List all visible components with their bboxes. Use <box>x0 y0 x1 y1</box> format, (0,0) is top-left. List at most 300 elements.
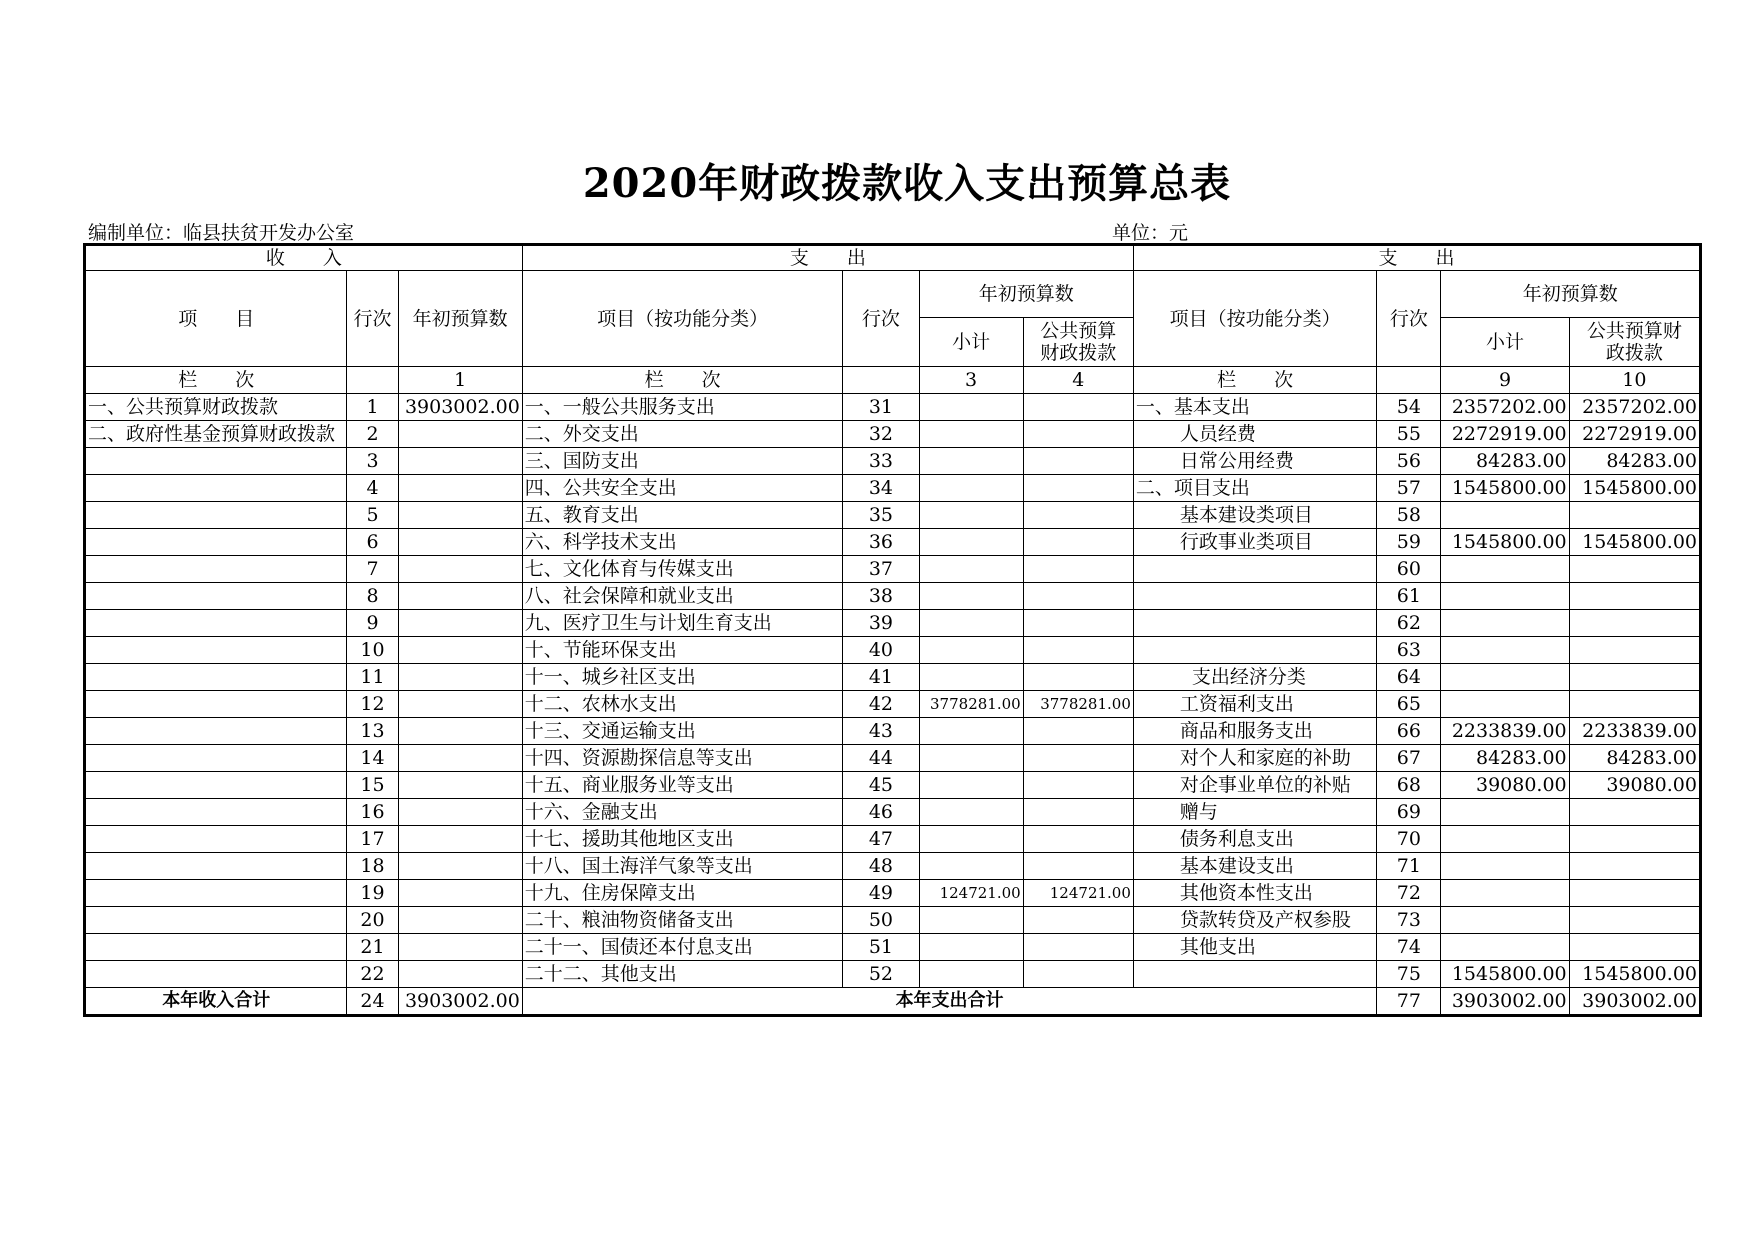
table-row <box>85 961 1701 988</box>
column-index-4: 4 <box>1023 367 1133 394</box>
economic-subtotal-cell: 39080.00 <box>1441 772 1569 799</box>
expense-public-cell <box>1023 421 1133 448</box>
income-row-no-cell: 21 <box>347 934 398 961</box>
economic-row-no-cell: 58 <box>1377 502 1441 529</box>
income-item-cell <box>85 448 347 475</box>
expense-func-item-cell: 十六、金融支出 <box>522 799 843 826</box>
income-row-no-cell: 19 <box>347 880 398 907</box>
economic-public-cell <box>1569 907 1700 934</box>
column-index-10: 10 <box>1569 367 1700 394</box>
income-item-cell: 二、政府性基金预算财政拨款 <box>85 421 347 448</box>
income-budget-cell <box>398 907 522 934</box>
expense-row-no-cell: 33 <box>843 448 919 475</box>
expense-row-no-cell: 34 <box>843 475 919 502</box>
economic-subtotal-cell <box>1441 583 1569 610</box>
income-budget-cell <box>398 637 522 664</box>
expense-total-label: 本年支出合计 <box>522 988 1377 1016</box>
economic-subtotal-cell <box>1441 691 1569 718</box>
expense-public-cell <box>1023 556 1133 583</box>
economic-public-cell: 84283.00 <box>1569 448 1700 475</box>
economic-item-cell: 贷款转贷及产权参股 <box>1133 907 1376 934</box>
expense-row-no-cell: 38 <box>843 583 919 610</box>
economic-row-no-cell: 57 <box>1377 475 1441 502</box>
income-budget-cell <box>398 826 522 853</box>
col-header-row-no-2: 行次 <box>843 271 919 367</box>
economic-row-no-cell: 63 <box>1377 637 1441 664</box>
expense-total-subtotal: 3903002.00 <box>1441 988 1569 1016</box>
expense-row-no-cell: 49 <box>843 880 919 907</box>
expense-subtotal-cell <box>919 799 1023 826</box>
income-budget-cell <box>398 583 522 610</box>
expense-public-cell <box>1023 583 1133 610</box>
expense-func-item-cell: 四、公共安全支出 <box>522 475 843 502</box>
expense-subtotal-cell <box>919 934 1023 961</box>
expense-subtotal-cell <box>919 718 1023 745</box>
table-row <box>85 907 1701 934</box>
expense-row-no-cell: 37 <box>843 556 919 583</box>
economic-row-no-cell: 61 <box>1377 583 1441 610</box>
table-row <box>85 718 1701 745</box>
table-row <box>85 745 1701 772</box>
expense-group-header: 支 出 <box>522 245 1133 271</box>
table-row <box>85 583 1701 610</box>
income-row-no-cell: 10 <box>347 637 398 664</box>
expense-public-cell <box>1023 664 1133 691</box>
column-index-empty <box>1377 367 1441 394</box>
economic-public-cell <box>1569 880 1700 907</box>
column-index-9: 9 <box>1441 367 1569 394</box>
economic-item-cell <box>1133 961 1376 988</box>
expense-public-cell <box>1023 826 1133 853</box>
expense-row-no-cell: 40 <box>843 637 919 664</box>
expense-func-item-cell: 十四、资源勘探信息等支出 <box>522 745 843 772</box>
income-row-no-cell: 11 <box>347 664 398 691</box>
economic-row-no-cell: 59 <box>1377 529 1441 556</box>
income-budget-cell <box>398 718 522 745</box>
income-row-no-cell: 3 <box>347 448 398 475</box>
economic-subtotal-cell: 1545800.00 <box>1441 475 1569 502</box>
expense-row-no-cell: 46 <box>843 799 919 826</box>
expense-func-item-cell: 七、文化体育与传媒支出 <box>522 556 843 583</box>
economic-public-cell: 1545800.00 <box>1569 475 1700 502</box>
expense-func-item-cell: 九、医疗卫生与计划生育支出 <box>522 610 843 637</box>
economic-public-cell <box>1569 556 1700 583</box>
table-row <box>85 421 1701 448</box>
economic-subtotal-cell <box>1441 907 1569 934</box>
expense-subtotal-cell <box>919 502 1023 529</box>
expense-public-cell: 3778281.00 <box>1023 691 1133 718</box>
economic-subtotal-cell <box>1441 826 1569 853</box>
income-item-cell <box>85 583 347 610</box>
income-row-no-cell: 7 <box>347 556 398 583</box>
economic-public-cell: 2233839.00 <box>1569 718 1700 745</box>
expense-row-no-cell: 45 <box>843 772 919 799</box>
expense-subtotal-cell: 124721.00 <box>919 880 1023 907</box>
income-item-cell <box>85 637 347 664</box>
col-header-func-item: 项目（按功能分类） <box>522 271 843 367</box>
expense-subtotal-cell <box>919 421 1023 448</box>
expense-func-item-cell: 十九、住房保障支出 <box>522 880 843 907</box>
expense-subtotal-cell <box>919 475 1023 502</box>
economic-row-no-cell: 65 <box>1377 691 1441 718</box>
column-index-3: 3 <box>919 367 1023 394</box>
economic-item-cell: 一、基本支出 <box>1133 394 1376 421</box>
table-row <box>85 529 1701 556</box>
economic-item-cell <box>1133 610 1376 637</box>
economic-subtotal-cell <box>1441 610 1569 637</box>
expense-func-item-cell: 十五、商业服务业等支出 <box>522 772 843 799</box>
income-row-no-cell: 18 <box>347 853 398 880</box>
economic-row-no-cell: 70 <box>1377 826 1441 853</box>
economic-row-no-cell: 62 <box>1377 610 1441 637</box>
economic-row-no-cell: 54 <box>1377 394 1441 421</box>
income-item-cell <box>85 934 347 961</box>
economic-row-no-cell: 68 <box>1377 772 1441 799</box>
expense-func-item-cell: 二、外交支出 <box>522 421 843 448</box>
economic-subtotal-cell <box>1441 853 1569 880</box>
expense-func-item-cell: 八、社会保障和就业支出 <box>522 583 843 610</box>
expense-func-item-cell: 十三、交通运输支出 <box>522 718 843 745</box>
income-total-label: 本年收入合计 <box>85 988 347 1016</box>
economic-row-no-cell: 66 <box>1377 718 1441 745</box>
income-item-cell <box>85 880 347 907</box>
expense-subtotal-cell <box>919 961 1023 988</box>
economic-row-no-cell: 69 <box>1377 799 1441 826</box>
economic-subtotal-cell: 84283.00 <box>1441 745 1569 772</box>
income-item-cell <box>85 772 347 799</box>
economic-row-no-cell: 72 <box>1377 880 1441 907</box>
expense-total-row-no: 77 <box>1377 988 1441 1016</box>
income-budget-cell <box>398 610 522 637</box>
expense-func-item-cell: 三、国防支出 <box>522 448 843 475</box>
income-budget-cell <box>398 664 522 691</box>
table-row <box>85 556 1701 583</box>
expense-row-no-cell: 44 <box>843 745 919 772</box>
economic-public-cell <box>1569 583 1700 610</box>
income-item-cell <box>85 475 347 502</box>
income-row-no-cell: 9 <box>347 610 398 637</box>
income-row-no-cell: 2 <box>347 421 398 448</box>
economic-subtotal-cell: 2272919.00 <box>1441 421 1569 448</box>
expense-public-cell <box>1023 475 1133 502</box>
expense-public-cell <box>1023 934 1133 961</box>
income-budget-cell <box>398 745 522 772</box>
economic-row-no-cell: 67 <box>1377 745 1441 772</box>
economic-subtotal-cell <box>1441 502 1569 529</box>
income-row-no-cell: 5 <box>347 502 398 529</box>
income-budget-cell <box>398 691 522 718</box>
expense-public-cell <box>1023 529 1133 556</box>
economic-item-cell: 商品和服务支出 <box>1133 718 1376 745</box>
expense-func-item-cell: 一、一般公共服务支出 <box>522 394 843 421</box>
economic-item-cell: 对企事业单位的补贴 <box>1133 772 1376 799</box>
economic-subtotal-cell <box>1441 880 1569 907</box>
col-header-row-no: 行次 <box>347 271 398 367</box>
economic-public-cell <box>1569 934 1700 961</box>
economic-item-cell: 二、项目支出 <box>1133 475 1376 502</box>
expense-subtotal-cell <box>919 610 1023 637</box>
table-row <box>85 934 1701 961</box>
income-budget-cell <box>398 799 522 826</box>
economic-public-cell <box>1569 691 1700 718</box>
income-row-no-cell: 6 <box>347 529 398 556</box>
expense-group-header-2: 支 出 <box>1133 245 1700 271</box>
economic-row-no-cell: 56 <box>1377 448 1441 475</box>
expense-row-no-cell: 36 <box>843 529 919 556</box>
economic-item-cell: 日常公用经费 <box>1133 448 1376 475</box>
expense-row-no-cell: 51 <box>843 934 919 961</box>
economic-public-cell: 2272919.00 <box>1569 421 1700 448</box>
income-item-cell <box>85 745 347 772</box>
income-budget-cell <box>398 529 522 556</box>
economic-item-cell: 其他资本性支出 <box>1133 880 1376 907</box>
income-budget-cell <box>398 853 522 880</box>
economic-public-cell <box>1569 826 1700 853</box>
expense-func-item-cell: 十、节能环保支出 <box>522 637 843 664</box>
economic-public-cell <box>1569 610 1700 637</box>
expense-subtotal-cell <box>919 907 1023 934</box>
economic-item-cell <box>1133 556 1376 583</box>
expense-row-no-cell: 32 <box>843 421 919 448</box>
economic-item-cell <box>1133 583 1376 610</box>
col-header-row-no-3: 行次 <box>1377 271 1441 367</box>
col-header-subtotal: 小计 <box>919 318 1023 367</box>
economic-item-cell: 赠与 <box>1133 799 1376 826</box>
table-row <box>85 691 1701 718</box>
table-row <box>85 610 1701 637</box>
economic-row-no-cell: 55 <box>1377 421 1441 448</box>
income-budget-cell <box>398 421 522 448</box>
income-row-no-cell: 12 <box>347 691 398 718</box>
expense-subtotal-cell <box>919 583 1023 610</box>
income-item-cell <box>85 529 347 556</box>
economic-item-cell: 基本建设类项目 <box>1133 502 1376 529</box>
income-item-cell <box>85 610 347 637</box>
economic-public-cell: 1545800.00 <box>1569 961 1700 988</box>
expense-public-cell: 124721.00 <box>1023 880 1133 907</box>
income-budget-cell <box>398 772 522 799</box>
economic-row-no-cell: 75 <box>1377 961 1441 988</box>
economic-row-no-cell: 64 <box>1377 664 1441 691</box>
expense-public-cell <box>1023 718 1133 745</box>
economic-subtotal-cell: 2233839.00 <box>1441 718 1569 745</box>
income-row-no-cell: 8 <box>347 583 398 610</box>
expense-row-no-cell: 50 <box>843 907 919 934</box>
expense-subtotal-cell <box>919 556 1023 583</box>
expense-row-no-cell: 48 <box>843 853 919 880</box>
table-row <box>85 853 1701 880</box>
currency-unit: 单位：元 <box>1112 222 1189 244</box>
column-index-label-3: 栏 次 <box>1133 367 1376 394</box>
expense-row-no-cell: 41 <box>843 664 919 691</box>
income-item-cell <box>85 907 347 934</box>
income-row-no-cell: 15 <box>347 772 398 799</box>
income-budget-cell <box>398 880 522 907</box>
income-row-no-cell: 20 <box>347 907 398 934</box>
income-budget-cell: 3903002.00 <box>398 394 522 421</box>
expense-public-cell <box>1023 637 1133 664</box>
expense-row-no-cell: 52 <box>843 961 919 988</box>
economic-item-cell: 工资福利支出 <box>1133 691 1376 718</box>
expense-public-cell <box>1023 610 1133 637</box>
expense-public-cell <box>1023 907 1133 934</box>
economic-public-cell <box>1569 853 1700 880</box>
income-row-no-cell: 16 <box>347 799 398 826</box>
economic-row-no-cell: 60 <box>1377 556 1441 583</box>
col-header-budget: 年初预算数 <box>398 271 522 367</box>
economic-item-cell: 其他支出 <box>1133 934 1376 961</box>
page-title: 2020年财政拨款收入支出预算总表 <box>582 160 1232 207</box>
expense-public-cell <box>1023 772 1133 799</box>
income-row-no-cell: 1 <box>347 394 398 421</box>
expense-func-item-cell: 十八、国土海洋气象等支出 <box>522 853 843 880</box>
economic-public-cell <box>1569 637 1700 664</box>
expense-public-cell <box>1023 448 1133 475</box>
income-item-cell <box>85 691 347 718</box>
expense-func-item-cell: 五、教育支出 <box>522 502 843 529</box>
budget-summary-table <box>83 243 1702 1017</box>
expense-func-item-cell: 二十一、国债还本付息支出 <box>522 934 843 961</box>
economic-item-cell: 人员经费 <box>1133 421 1376 448</box>
economic-public-cell: 39080.00 <box>1569 772 1700 799</box>
column-index-empty <box>843 367 919 394</box>
economic-subtotal-cell <box>1441 799 1569 826</box>
table-row <box>85 826 1701 853</box>
expense-row-no-cell: 35 <box>843 502 919 529</box>
column-index-empty <box>347 367 398 394</box>
economic-public-cell <box>1569 799 1700 826</box>
expense-subtotal-cell <box>919 772 1023 799</box>
income-item-cell <box>85 961 347 988</box>
expense-public-cell <box>1023 961 1133 988</box>
expense-subtotal-cell: 3778281.00 <box>919 691 1023 718</box>
income-item-cell: 一、公共预算财政拨款 <box>85 394 347 421</box>
column-index-label: 栏 次 <box>85 367 347 394</box>
expense-subtotal-cell <box>919 853 1023 880</box>
economic-subtotal-cell <box>1441 664 1569 691</box>
income-budget-cell <box>398 556 522 583</box>
income-budget-cell <box>398 475 522 502</box>
income-row-no-cell: 13 <box>347 718 398 745</box>
economic-subtotal-cell: 84283.00 <box>1441 448 1569 475</box>
economic-public-cell: 84283.00 <box>1569 745 1700 772</box>
table-row <box>85 772 1701 799</box>
economic-subtotal-cell <box>1441 637 1569 664</box>
expense-row-no-cell: 39 <box>843 610 919 637</box>
expense-subtotal-cell <box>919 394 1023 421</box>
economic-subtotal-cell <box>1441 934 1569 961</box>
income-item-cell <box>85 664 347 691</box>
income-total-row-no: 24 <box>347 988 398 1016</box>
economic-subtotal-cell: 1545800.00 <box>1441 961 1569 988</box>
expense-public-cell <box>1023 853 1133 880</box>
col-header-public-budget-2: 公共预算财政拨款 <box>1569 318 1700 367</box>
column-index-label-2: 栏 次 <box>522 367 843 394</box>
income-row-no-cell: 4 <box>347 475 398 502</box>
income-item-cell <box>85 799 347 826</box>
col-header-item: 项 目 <box>85 271 347 367</box>
expense-func-item-cell: 二十二、其他支出 <box>522 961 843 988</box>
expense-subtotal-cell <box>919 448 1023 475</box>
expense-func-item-cell: 六、科学技术支出 <box>522 529 843 556</box>
expense-row-no-cell: 42 <box>843 691 919 718</box>
table-row <box>85 448 1701 475</box>
economic-public-cell: 1545800.00 <box>1569 529 1700 556</box>
economic-public-cell <box>1569 664 1700 691</box>
economic-subtotal-cell: 1545800.00 <box>1441 529 1569 556</box>
economic-item-cell: 基本建设支出 <box>1133 853 1376 880</box>
economic-item-cell: 行政事业类项目 <box>1133 529 1376 556</box>
expense-subtotal-cell <box>919 637 1023 664</box>
expense-func-item-cell: 十二、农林水支出 <box>522 691 843 718</box>
expense-subtotal-cell <box>919 745 1023 772</box>
income-item-cell <box>85 718 347 745</box>
col-header-budget-group: 年初预算数 <box>919 271 1133 318</box>
income-item-cell <box>85 556 347 583</box>
economic-public-cell <box>1569 502 1700 529</box>
table-row <box>85 799 1701 826</box>
col-header-subtotal-2: 小计 <box>1441 318 1569 367</box>
income-budget-cell <box>398 502 522 529</box>
economic-item-cell <box>1133 637 1376 664</box>
table-row <box>85 394 1701 421</box>
table-row <box>85 664 1701 691</box>
expense-subtotal-cell <box>919 664 1023 691</box>
economic-subtotal-cell: 2357202.00 <box>1441 394 1569 421</box>
expense-func-item-cell: 二十、粮油物资储备支出 <box>522 907 843 934</box>
expense-public-cell <box>1023 745 1133 772</box>
expense-public-cell <box>1023 799 1133 826</box>
income-row-no-cell: 22 <box>347 961 398 988</box>
compiling-unit: 编制单位：临县扶贫开发办公室 <box>88 222 355 244</box>
economic-item-cell: 支出经济分类 <box>1133 664 1376 691</box>
economic-item-cell: 对个人和家庭的补助 <box>1133 745 1376 772</box>
table-row <box>85 637 1701 664</box>
expense-subtotal-cell <box>919 529 1023 556</box>
expense-total-public: 3903002.00 <box>1569 988 1700 1016</box>
economic-row-no-cell: 71 <box>1377 853 1441 880</box>
expense-row-no-cell: 47 <box>843 826 919 853</box>
economic-row-no-cell: 73 <box>1377 907 1441 934</box>
income-item-cell <box>85 826 347 853</box>
economic-row-no-cell: 74 <box>1377 934 1441 961</box>
economic-public-cell: 2357202.00 <box>1569 394 1700 421</box>
economic-subtotal-cell <box>1441 556 1569 583</box>
income-total-budget: 3903002.00 <box>398 988 522 1016</box>
expense-subtotal-cell <box>919 826 1023 853</box>
economic-item-cell: 债务利息支出 <box>1133 826 1376 853</box>
expense-func-item-cell: 十一、城乡社区支出 <box>522 664 843 691</box>
col-header-budget-group-2: 年初预算数 <box>1441 271 1701 318</box>
expense-row-no-cell: 43 <box>843 718 919 745</box>
expense-public-cell <box>1023 394 1133 421</box>
income-row-no-cell: 14 <box>347 745 398 772</box>
income-budget-cell <box>398 934 522 961</box>
expense-row-no-cell: 31 <box>843 394 919 421</box>
income-group-header: 收 入 <box>85 245 523 271</box>
column-index-1: 1 <box>398 367 522 394</box>
income-budget-cell <box>398 448 522 475</box>
col-header-func-item-2: 项目（按功能分类） <box>1133 271 1376 367</box>
table-row <box>85 880 1701 907</box>
income-row-no-cell: 17 <box>347 826 398 853</box>
income-budget-cell <box>398 961 522 988</box>
expense-public-cell <box>1023 502 1133 529</box>
income-item-cell <box>85 502 347 529</box>
table-row <box>85 475 1701 502</box>
expense-func-item-cell: 十七、援助其他地区支出 <box>522 826 843 853</box>
table-row <box>85 502 1701 529</box>
